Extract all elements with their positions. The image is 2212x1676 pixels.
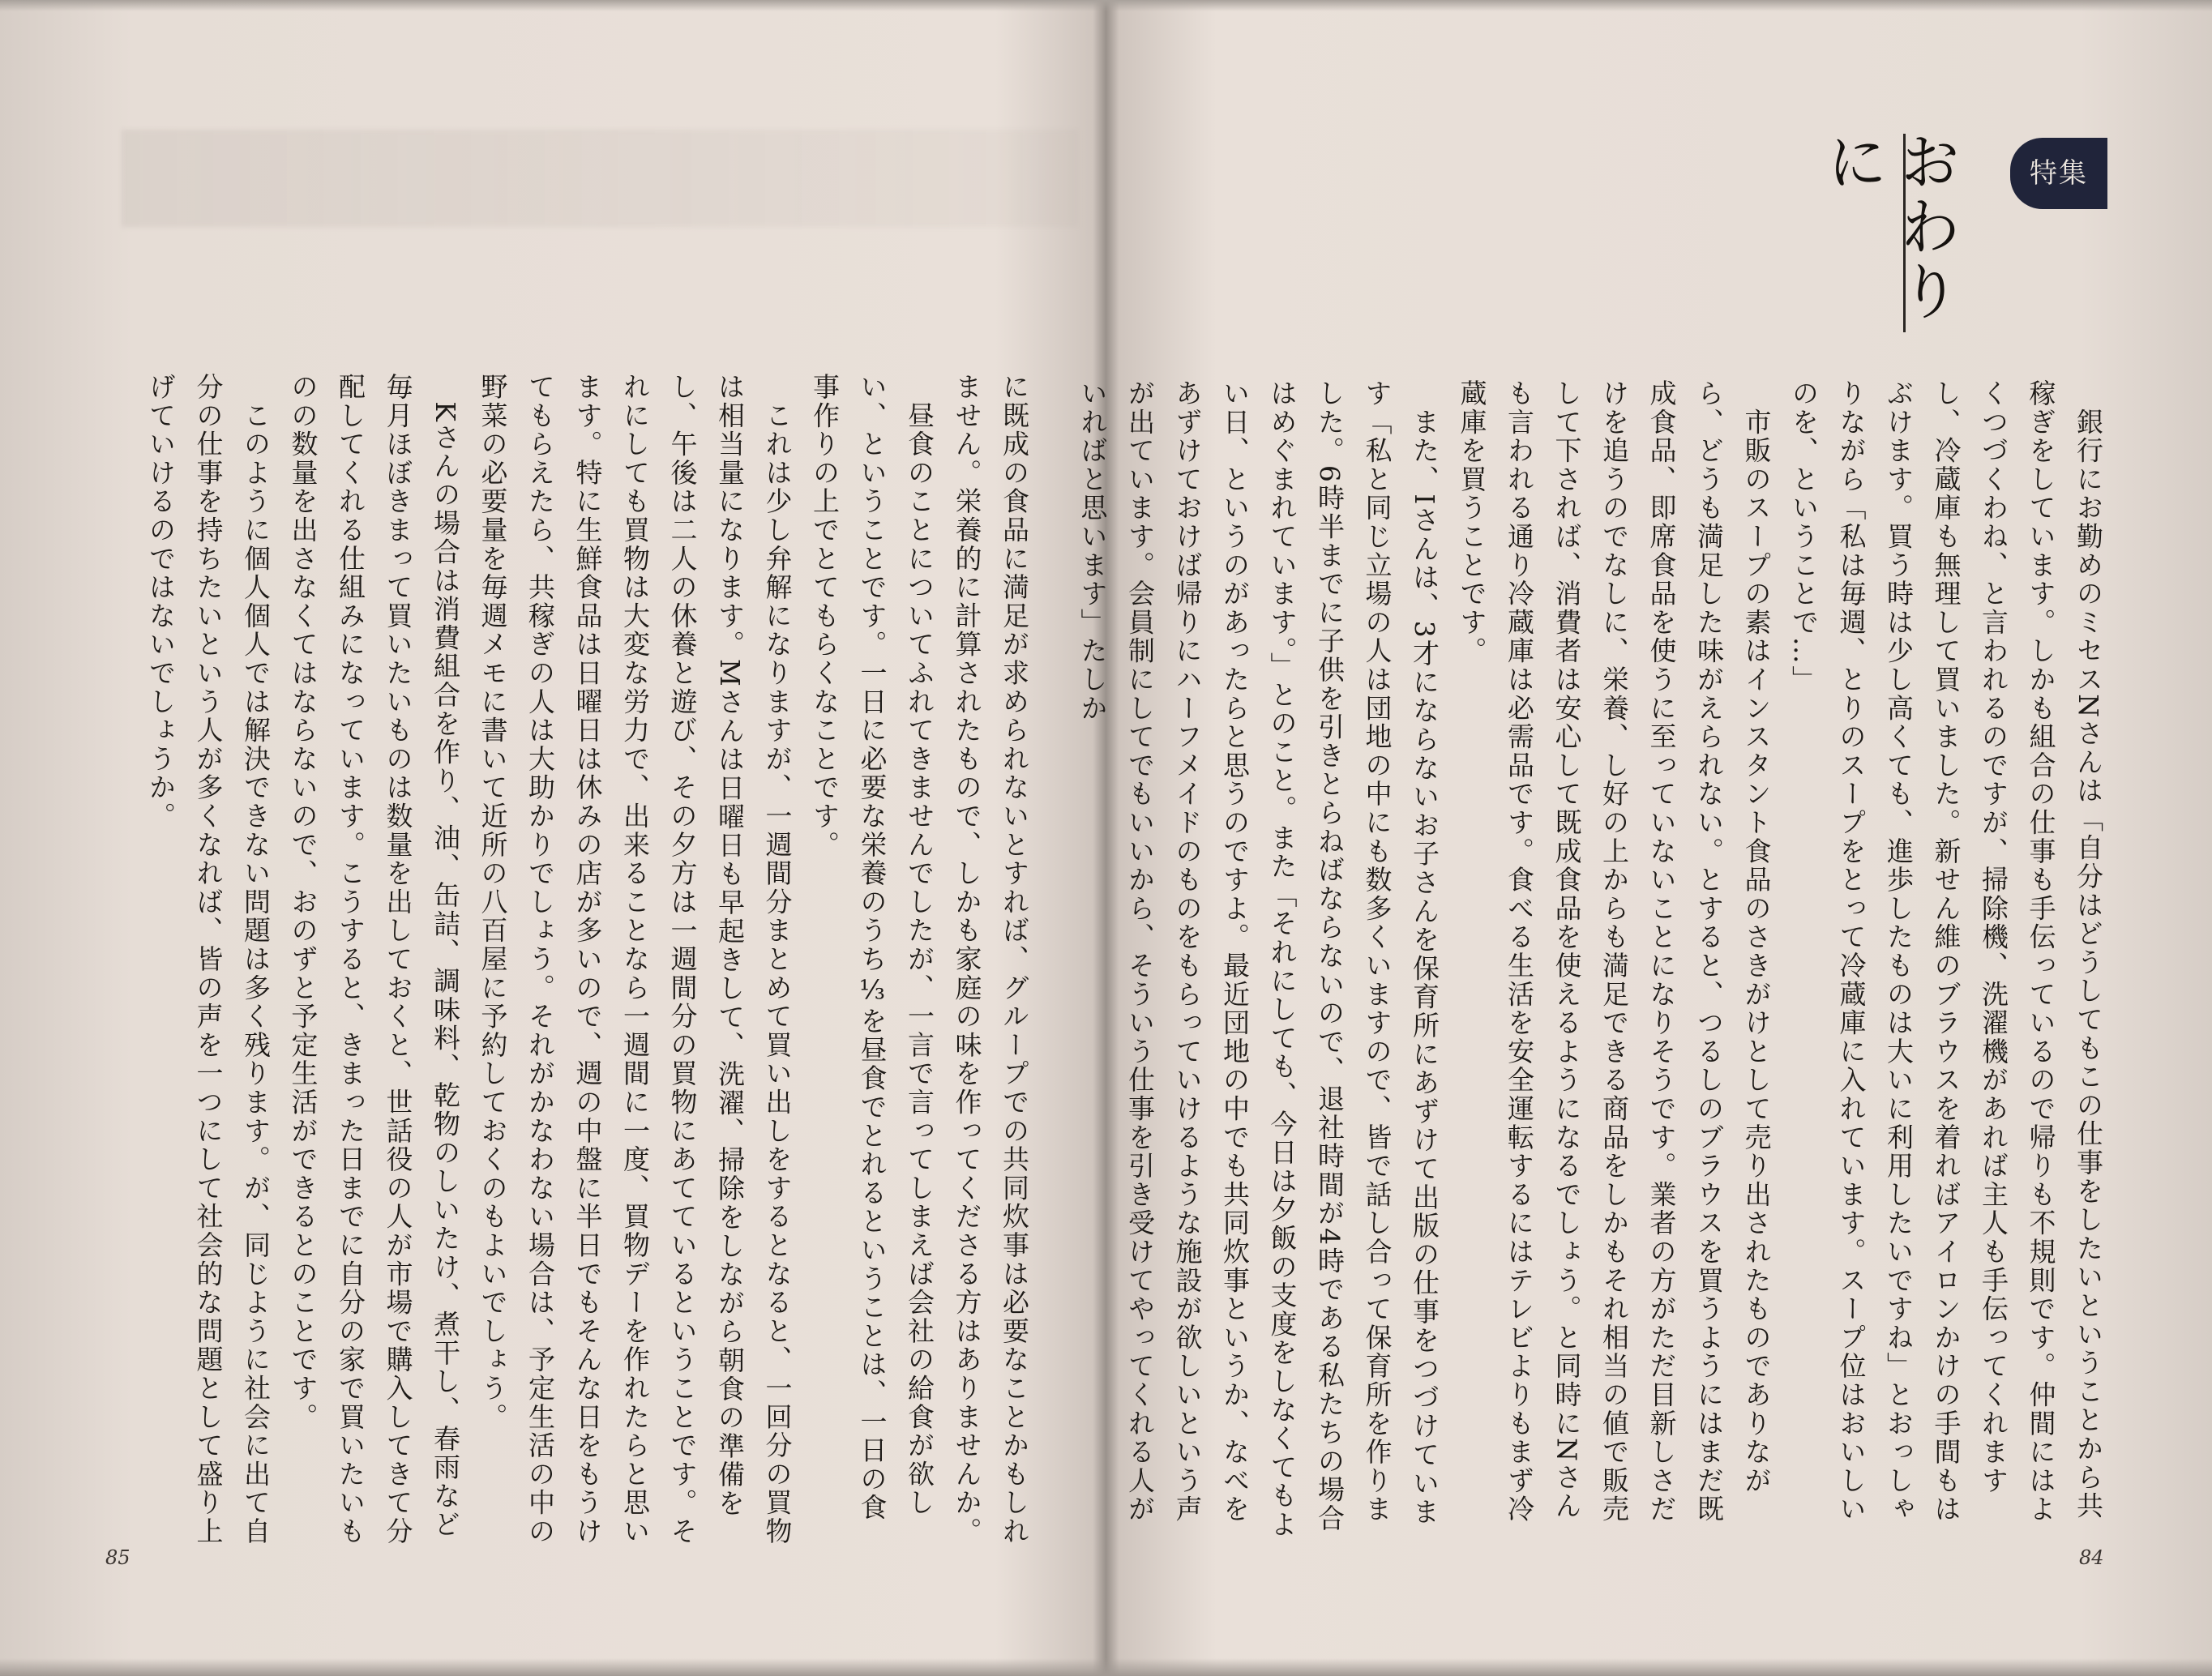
right-page-body: 銀行にお勤めのミセスNさんは「自分はどうしてもこの仕事をしたいということから共稼ぎをしています。しかも組合の仕事も手伝っているので帰りも不規則です。仲間にはよくつづくわね、と言われるのですが、掃除機、洗濯機があれば主人も手伝ってくれますし、冷蔵庫も無理して買いました。新せん維のブラウスを着ればアイロンかけの手間もはぶけます。買う時は少し高くても、進歩したものは大いに利用したいですね」とおっしゃりながら「私は毎週、とりのスープをとって冷蔵庫に入れています。スープ位はおいしいのを、ということで…」 市販のスープの素はインスタント食品のさきがけとして売り出されたものでありながら、どうも満足した味がえられない。とすると、つるしのブラウスを買うようにはまだ既成食品、即席食品を使うに至っていないことになりそうです。業者の方がただ目新しさだけを追うのでなしに、栄養、し好の上からも満足できる商品をしかもそれ相当の値で販売して下されば、消費者は安心して既成食品を使えるようになるでしょう。と同時にNさんも言われる通り冷蔵庫は必需品です。食べる生活を安全運転するにはテレビよりもまず冷蔵庫を買うことです。 また、Iさんは、3才にならないお子さんを保育所にあずけて出版の仕事をつづけています「私と同じ立場の人は団地の中にも数多くいますので、皆で話し合って保育所を作りました。6時半までに子供を引きとらねばならないので、退社時間が4時である私たちの場合はめぐまれています。」とのこと。また「それにしても、今日は夕飯の支度をしなくてもよい日、というのがあったらと思うのですよ。最近団地の中でも共同炊事というか、なべをあずけておけば帰りにハーフメイドのものをもらっていけるような施設が欲しいという声が出ています。会員制にしてでもいいから、そういう仕事を引き受けてやってくれる人がいればと思います」たしか xyxy=(1076,379,2104,1539)
page-number-right: 84 xyxy=(2079,1546,2104,1569)
page-number-left: 85 xyxy=(105,1546,130,1569)
show-through-shadow xyxy=(122,130,1078,227)
section-title: おわりに xyxy=(1816,130,1962,324)
feature-badge: 特集 xyxy=(2010,138,2107,209)
page-edge-bottom xyxy=(0,1658,2212,1676)
page-edge-top xyxy=(0,0,2212,11)
left-page-body: に既成の食品に満足が求められないとすれば、グループでの共同炊事は必要なことかもしれません。栄養的に計算されたもので、しかも家庭の味を作ってくださる方はありませんか。 昼食のことについてふれてきませんでしたが、一言で言ってしまえば会社の給食が欲しい、ということです。一日に必要な栄養のうち⅓を昼食でとれるということは、一日の食事作りの上でとてもらくなことです。 これは少し弁解になりますが、一週間分まとめて買い出しをするとなると、一回分の買物は相当量になります。Mさんは日曜日も早起きして、洗濯、掃除をしながら朝食の準備をし、午後は二人の休養と遊び、その夕方は一週間分の買物にあてているということです。それにしても買物は大変な労力で、出来ることなら一週間に一度、買物デーを作れたらと思います。特に生鮮食品は日曜日は休みの店が多いので、週の中盤に半日でもそんな日をもうけてもらえたら、共稼ぎの人は大助かりでしょう。それがかなわない場合は、予定生活の中の野菜の必要量を毎週メモに書いて近所の八百屋に予約しておくのもよいでしょう。 Kさんの場合は消費組合を作り、油、缶詰、調味料、乾物のしいたけ、煮干し、春雨など毎月ほぼきまって買いたいものは数量を出しておくと、世話役の人が市場で購入してきて分配してくれる仕組みになっています。こうすると、きまった日までに自分の家で買いたいものの数量を出さなくてはならないので、おのずと予定生活ができるとのことです。 このように個人個人では解決できない問題は多く残ります。が、同じように社会に出て自分の仕事を持ちたいという人が多くなれば、皆の声を一つにして社会的な問題として盛り上げていけるのではないでしょうか。 xyxy=(145,373,1030,1546)
